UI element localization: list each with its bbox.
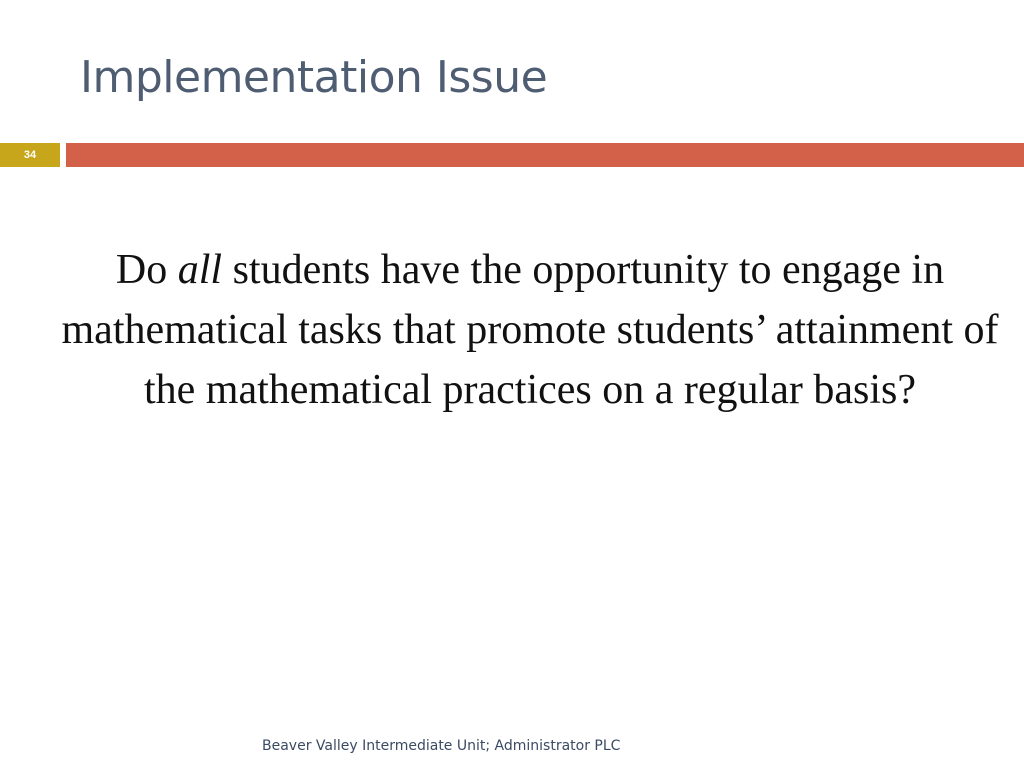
- slide-body-text: [60, 240, 1000, 420]
- body-text-emphasis: all: [177, 247, 223, 293]
- slide-title: Implementation Issue: [80, 52, 548, 103]
- slide-number-badge: [0, 143, 60, 167]
- body-text-part-1: Do: [115, 247, 178, 293]
- slide-footer: Beaver Valley Intermediate Unit; Administrator PLC: [262, 738, 621, 754]
- title-accent-bar: [66, 143, 1024, 167]
- body-text-part-2: students have the opportunity to engage in mathematical tasks that promote students’ attainment of the mathematical practices on a regular basis?: [61, 247, 999, 413]
- slide-number: 34: [23, 149, 37, 161]
